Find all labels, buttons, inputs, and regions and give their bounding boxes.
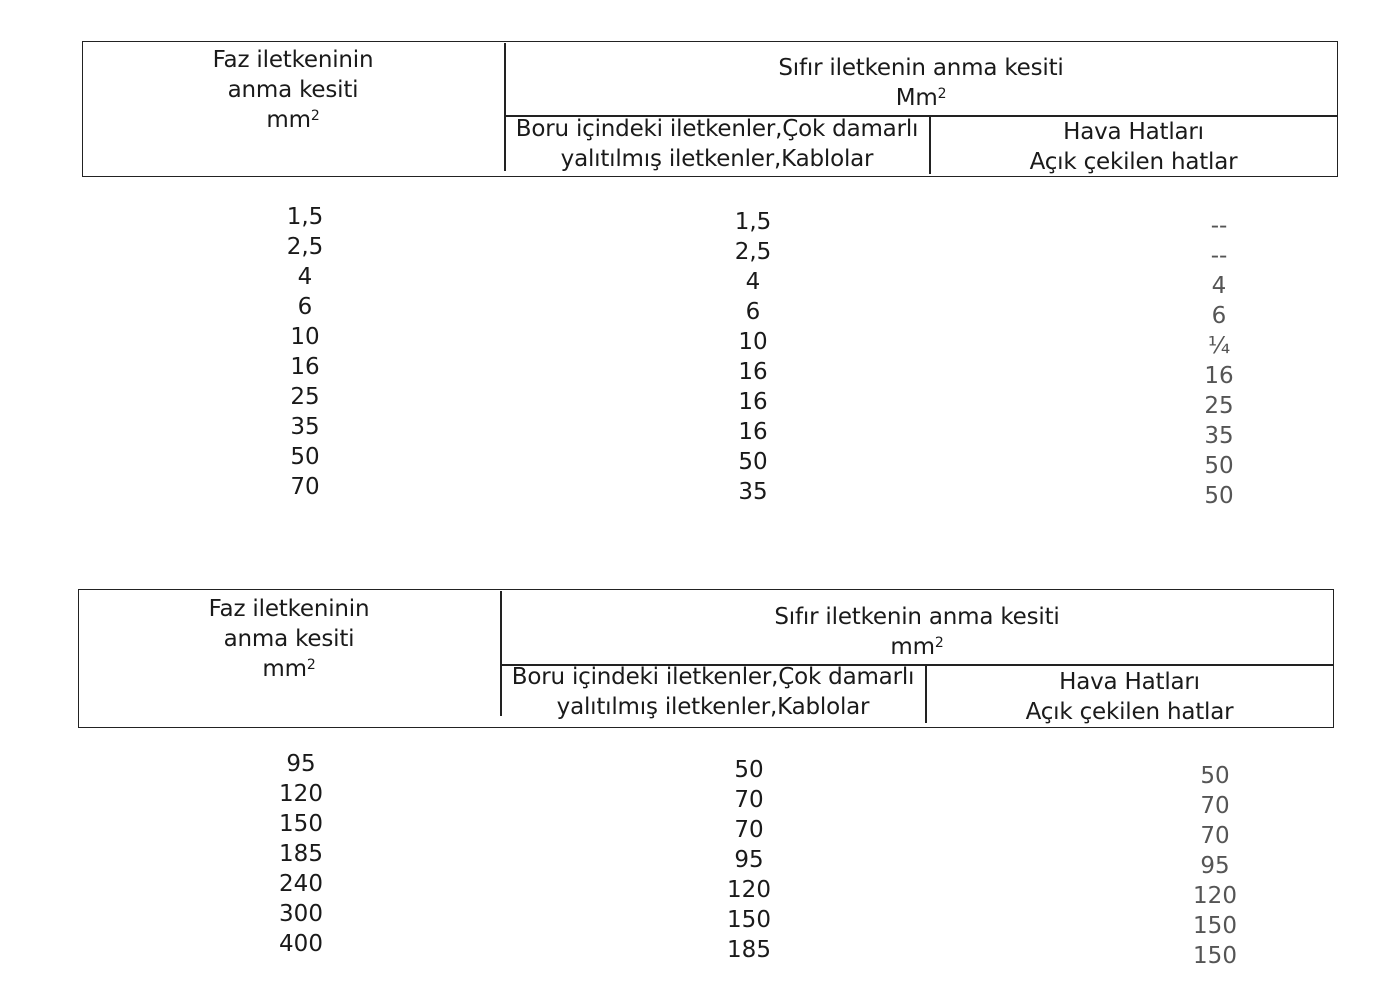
table-row: 16 (1204, 363, 1234, 389)
phase-label-line1: Faz iletkeninin (212, 47, 374, 73)
table-row: 300 (279, 901, 323, 927)
table-row: 35 (290, 414, 320, 440)
sub-overhead-line2: Açık çekilen hatlar (1025, 699, 1234, 725)
table-row: 150 (727, 907, 771, 933)
table-row: 95 (1200, 853, 1230, 879)
table-2-col-overhead (1165, 761, 1265, 971)
table-row: 16 (738, 419, 768, 445)
table-row: 50 (1204, 483, 1234, 509)
table-row: 50 (290, 444, 320, 470)
neutral-unit: Mm$^2$ (895, 85, 947, 111)
table-row: 4 (297, 264, 313, 290)
table-row: 120 (279, 781, 323, 807)
table-row: 70 (1200, 823, 1230, 849)
table-row: 70 (734, 817, 764, 843)
table-row: 50 (1204, 453, 1234, 479)
table-row: 2,5 (286, 234, 324, 260)
table-row: 1,5 (286, 204, 324, 230)
table-row: 25 (1204, 393, 1234, 419)
sub-cable-line1: Boru içindeki iletkenler,Çok damarlı (511, 664, 915, 690)
table-row: 95 (734, 847, 764, 873)
table-row: 6 (297, 294, 313, 320)
phase-unit: $mm^2$ (266, 107, 320, 133)
table-row: 2,5 (734, 239, 772, 265)
table-row: 185 (279, 841, 323, 867)
table-row: 120 (1193, 883, 1237, 909)
table-row: 16 (290, 354, 320, 380)
sub-cable-line1: Boru içindeki iletkenler,Çok damarlı (515, 116, 919, 142)
phase-label-line1: Faz iletkeninin (208, 596, 370, 622)
table-row: 185 (727, 937, 771, 963)
table-2-sub-overhead (926, 667, 1333, 727)
table-row: 120 (727, 877, 771, 903)
table-row: ¼ (1207, 333, 1231, 359)
neutral-title: Sıfır iletkenin anma kesiti (774, 604, 1060, 630)
table-2-neutral-header (501, 602, 1333, 662)
table-row: 400 (279, 931, 323, 957)
table-2-col-phase (251, 749, 351, 959)
neutral-unit: $mm^2$ (890, 634, 944, 660)
table-row: 35 (1204, 423, 1234, 449)
sub-overhead-line2: Açık çekilen hatlar (1029, 149, 1238, 175)
table-row: -- (1210, 213, 1228, 239)
table-row: 16 (738, 389, 768, 415)
table-row: 150 (1193, 913, 1237, 939)
table-row: 95 (286, 751, 316, 777)
table-row: 6 (745, 299, 761, 325)
table-2-sub-cable (501, 662, 925, 722)
table-row: 6 (1211, 303, 1227, 329)
table-row: 240 (279, 871, 323, 897)
table-row: 70 (290, 474, 320, 500)
table-row: 70 (734, 787, 764, 813)
phase-unit: $mm^2$ (262, 656, 316, 682)
table-row: 4 (1211, 273, 1227, 299)
table-row: 50 (734, 757, 764, 783)
table-row: 50 (1200, 763, 1230, 789)
table-row: 150 (1193, 943, 1237, 969)
table-row: 1,5 (734, 209, 772, 235)
table-2-col-cable (699, 755, 799, 965)
table-row: 10 (290, 324, 320, 350)
phase-label-line2: anma kesiti (227, 77, 359, 103)
table-row: 35 (738, 479, 768, 505)
table-row: 4 (745, 269, 761, 295)
neutral-title: Sıfır iletkenin anma kesiti (778, 55, 1064, 81)
sub-overhead-line1: Hava Hatları (1059, 669, 1200, 695)
table-row: -- (1210, 243, 1228, 269)
sub-overhead-line1: Hava Hatları (1063, 119, 1204, 145)
table-row: 70 (1200, 793, 1230, 819)
table-row: 10 (738, 329, 768, 355)
sub-cable-line2: yalıtılmış iletkenler,Kablolar (560, 146, 874, 172)
table-row: 16 (738, 359, 768, 385)
table-row: 150 (279, 811, 323, 837)
table-row: 50 (738, 449, 768, 475)
phase-label-line2: anma kesiti (223, 626, 355, 652)
table-row: 25 (290, 384, 320, 410)
table-2-phase-header (78, 594, 500, 684)
sub-cable-line2: yalıtılmış iletkenler,Kablolar (556, 694, 870, 720)
